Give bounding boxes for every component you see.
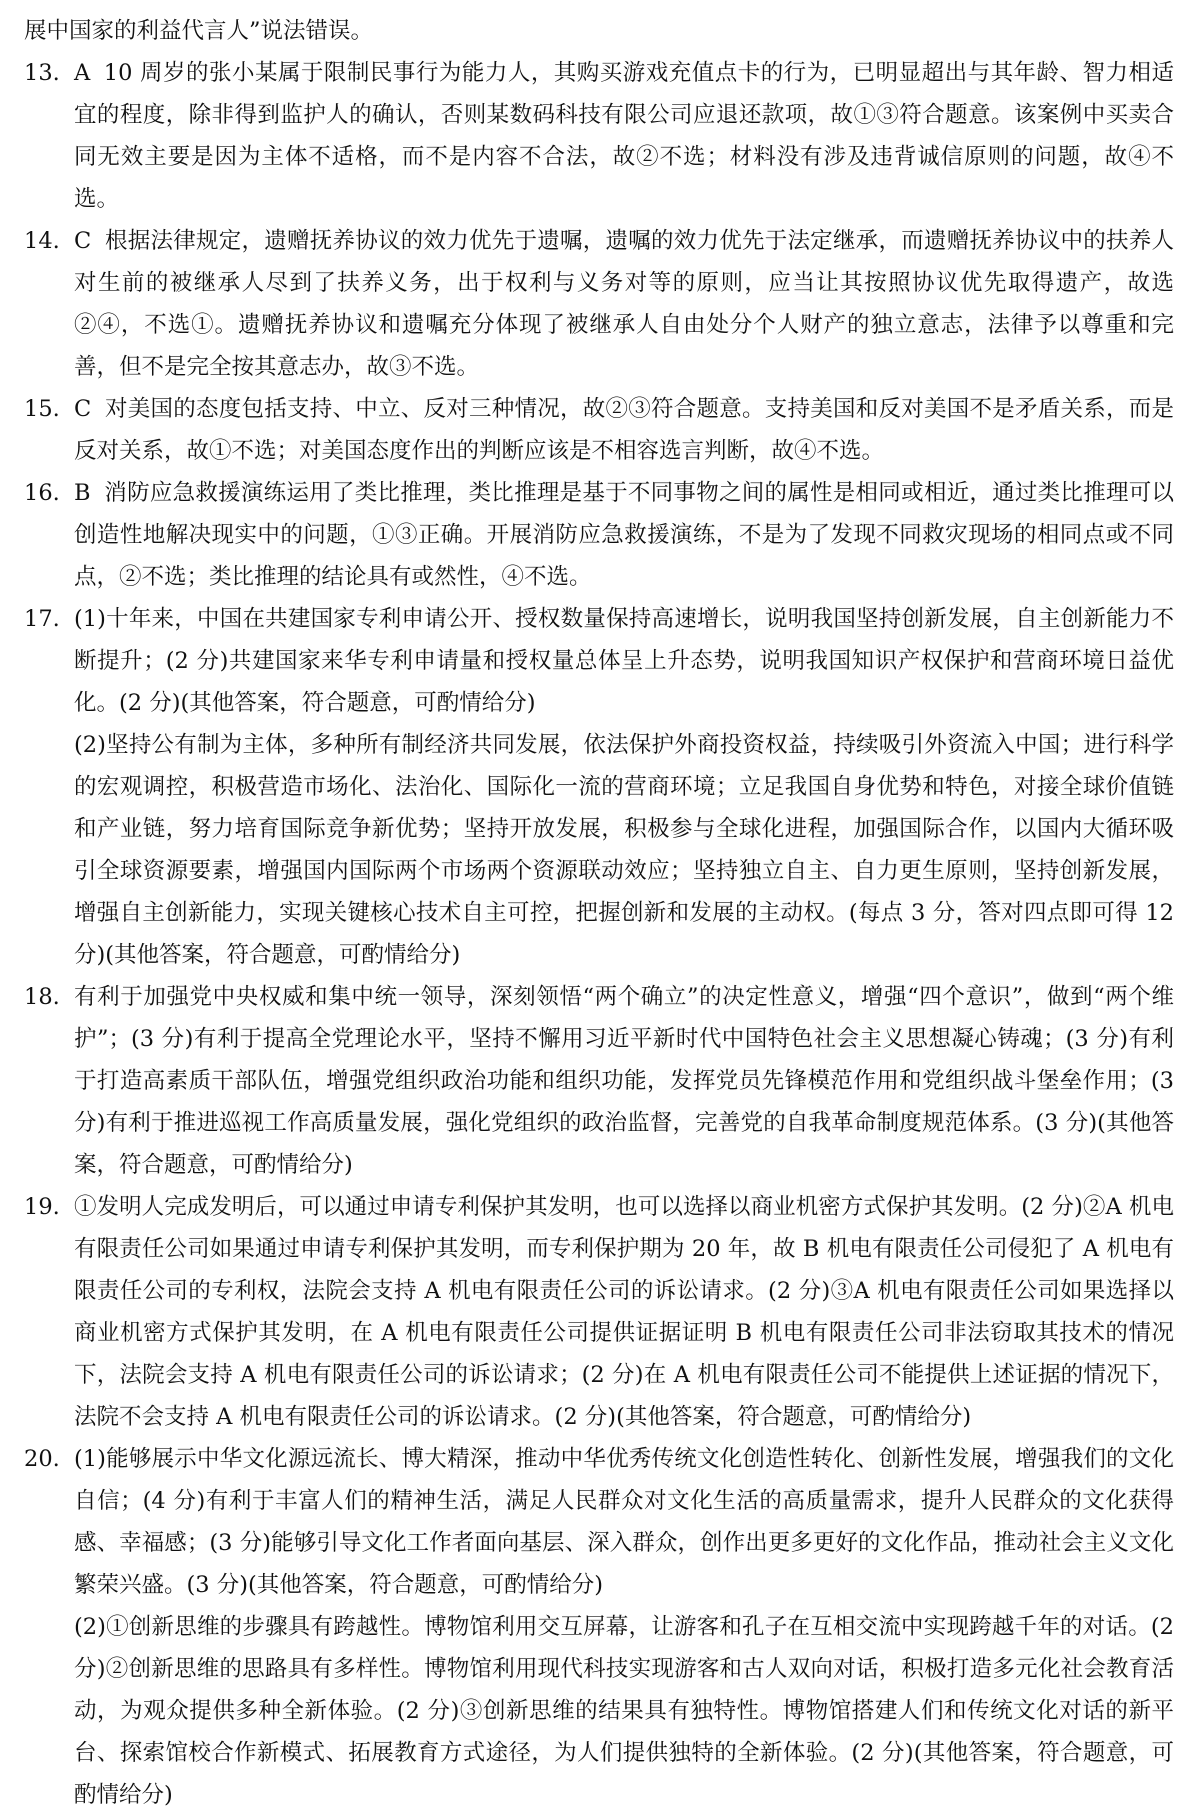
item-body xyxy=(74,472,1174,598)
paragraph-text: (2)①创新思维的步骤具有跨越性。博物馆利用交互屏幕，让游客和孔子在互相交流中实现跨越千年的对话。(2 分)②创新思维的思路具有多样性。博物馆利用现代科技实现游客和古人双向对话，积极打造多元化社会教育活动，为观众提供多种全新体验。(2 分)③创新思维的结果具有独特性。博物馆搭建人们和传统文化对话的新平台、探索馆校合作新模式、拓展教育方式途径，为人们提供独特的全新体验。(2 分)(其他答案，符合题意，可酌情给分) xyxy=(74,1614,1174,1808)
item-number: 16. xyxy=(24,480,60,506)
item-paragraph xyxy=(74,472,1174,598)
answer-item xyxy=(24,598,1174,976)
item-body xyxy=(74,220,1174,388)
answer-item xyxy=(24,1438,1174,1816)
answer-item xyxy=(24,976,1174,1186)
paragraph-text: 根据法律规定，遗赠抚养协议的效力优先于遗嘱，遗嘱的效力优先于法定继承，而遗赠抚养协议中的扶养人对生前的被继承人尽到了扶养义务，出于权利与义务对等的原则，应当让其按照协议优先取得遗产，故选②④，不选①。遗赠抚养协议和遗嘱充分体现了被继承人自由处分个人财产的独立意志，法律予以尊重和完善，但不是完全按其意志办，故③不选。 xyxy=(74,228,1174,380)
item-number: 15. xyxy=(24,396,60,422)
item-paragraph xyxy=(74,388,1174,472)
item-number: 19. xyxy=(24,1194,60,1220)
item-paragraph xyxy=(74,724,1174,976)
item-body xyxy=(74,598,1174,976)
item-paragraph xyxy=(74,220,1174,388)
choice-answer: A xyxy=(74,60,91,86)
item-paragraph xyxy=(74,976,1174,1186)
paragraph-text: 有利于加强党中央权威和集中统一领导，深刻领悟“两个确立”的决定性意义，增强“四个意识”，做到“两个维护”；(3 分)有利于提高全党理论水平，坚持不懈用习近平新时代中国特色社会主义思想凝心铸魂；(3 分)有利于打造高素质干部队伍，增强党组织政治功能和组织功能，发挥党员先锋模范作用和党组织战斗堡垒作用；(3 分)有利于推进巡视工作高质量发展，强化党组织的政治监督，完善党的自我革命制度规范体系。(3 分)(其他答案，符合题意，可酌情给分) xyxy=(74,984,1174,1178)
choice-answer: B xyxy=(74,480,91,506)
item-paragraph xyxy=(74,1186,1174,1438)
item-body xyxy=(74,388,1174,472)
paragraph-text: (1)能够展示中华文化源远流长、博大精深，推动中华优秀传统文化创造性转化、创新性发展，增强我们的文化自信；(4 分)有利于丰富人们的精神生活，满足人民群众对文化生活的高质量需求，提升人民群众的文化获得感、幸福感；(3 分)能够引导文化工作者面向基层、深入群众，创作出更多更好的文化作品，推动社会主义文化繁荣兴盛。(3 分)(其他答案，符合题意，可酌情给分) xyxy=(74,1446,1174,1598)
choice-answer: C xyxy=(74,396,92,422)
paragraph-text: (2)坚持公有制为主体，多种所有制经济共同发展，依法保护外商投资权益，持续吸引外资流入中国；进行科学的宏观调控，积极营造市场化、法治化、国际化一流的营商环境；立足我国自身优势和特色，对接全球价值链和产业链，努力培育国际竞争新优势；坚持开放发展，积极参与全球化进程，加强国际合作，以国内大循环吸引全球资源要素，增强国内国际两个市场两个资源联动效应；坚持独立自主、自力更生原则，坚持创新发展，增强自主创新能力，实现关键核心技术自主可控，把握创新和发展的主动权。(每点 3 分，答对四点即可得 12 分)(其他答案，符合题意，可酌情给分) xyxy=(74,732,1174,968)
item-number: 20. xyxy=(24,1446,60,1472)
item-paragraph xyxy=(74,1438,1174,1606)
lead-line: 展中国家的利益代言人”说法错误。 xyxy=(24,18,374,44)
answer-item xyxy=(24,220,1174,388)
item-body xyxy=(74,1186,1174,1438)
answer-item xyxy=(24,388,1174,472)
item-number: 14. xyxy=(24,228,60,254)
paragraph-text: ①发明人完成发明后，可以通过申请专利保护其发明，也可以选择以商业机密方式保护其发明。(2 分)②A 机电有限责任公司如果通过申请专利保护其发明，而专利保护期为 20 年，故 B 机电有限责任公司侵犯了 A 机电有限责任公司的专利权，法院会支持 A 机电有限责任公司的诉讼请求。(2 分)③A 机电有限责任公司如果选择以商业机密方式保护其发明，在 A 机电有限责任公司提供证据证明 B 机电有限责任公司非法窃取其技术的情况下，法院会支持 A 机电有限责任公司的诉讼请求；(2 分)在 A 机电有限责任公司不能提供上述证据的情况下，法院不会支持 A 机电有限责任公司的诉讼请求。(2 分)(其他答案，符合题意，可酌情给分) xyxy=(74,1194,1174,1430)
answer-item xyxy=(24,1186,1174,1438)
item-number: 13. xyxy=(24,60,60,86)
item-body xyxy=(74,976,1174,1186)
item-number: 17. xyxy=(24,606,60,632)
paragraph-text: 对美国的态度包括支持、中立、反对三种情况，故②③符合题意。支持美国和反对美国不是矛盾关系，而是反对关系，故①不选；对美国态度作出的判断应该是不相容选言判断，故④不选。 xyxy=(74,396,1174,464)
item-body xyxy=(74,1438,1174,1816)
item-paragraph xyxy=(74,52,1174,220)
paragraph-text: (1)十年来，中国在共建国家专利申请公开、授权数量保持高速增长，说明我国坚持创新发展，自主创新能力不断提升；(2 分)共建国家来华专利申请量和授权量总体呈上升态势，说明我国知识产权保护和营商环境日益优化。(2 分)(其他答案，符合题意，可酌情给分) xyxy=(74,606,1174,716)
answer-item xyxy=(24,472,1174,598)
item-paragraph xyxy=(74,1606,1174,1816)
item-paragraph xyxy=(74,598,1174,724)
answer-items xyxy=(24,52,1174,1816)
paragraph-text: 10 周岁的张小某属于限制民事行为能力人，其购买游戏充值点卡的行为，已明显超出与其年龄、智力相适宜的程度，除非得到监护人的确认，否则某数码科技有限公司应退还款项，故①③符合题意。该案例中买卖合同无效主要是因为主体不适格，而不是内容不合法，故②不选；材料没有涉及违背诚信原则的问题，故④不选。 xyxy=(74,60,1174,212)
paragraph-text: 消防应急救援演练运用了类比推理，类比推理是基于不同事物之间的属性是相同或相近，通过类比推理可以创造性地解决现实中的问题，①③正确。开展消防应急救援演练，不是为了发现不同救灾现场的相同点或不同点，②不选；类比推理的结论具有或然性，④不选。 xyxy=(74,480,1174,590)
item-body xyxy=(74,52,1174,220)
answer-item xyxy=(24,52,1174,220)
item-number: 18. xyxy=(24,984,60,1010)
choice-answer: C xyxy=(74,228,92,254)
